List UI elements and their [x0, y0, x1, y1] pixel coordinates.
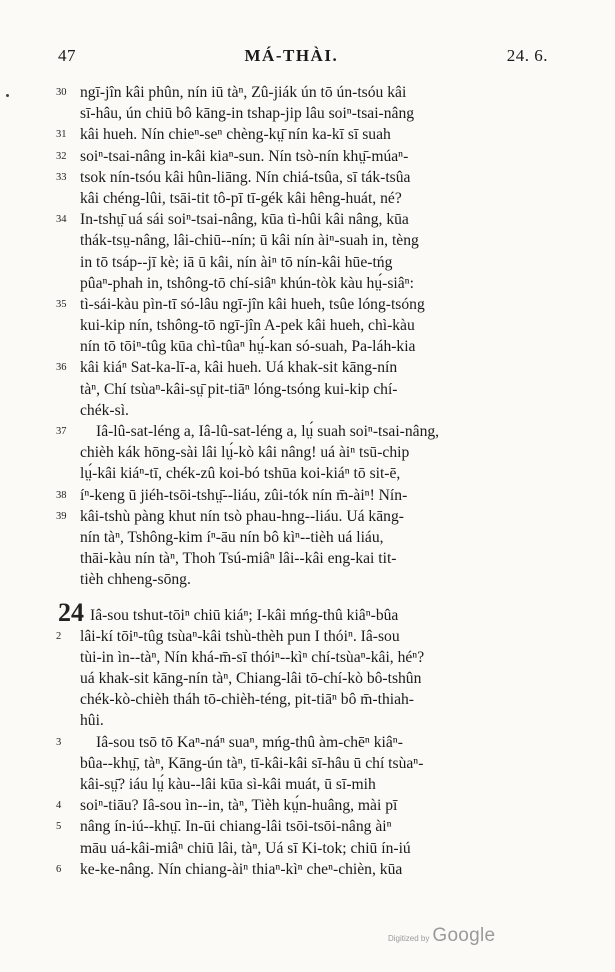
- line-text: nâng ín-iú--khṳ̄. In-ūi chiang-lâi tsōi-tsōi-nâng àiⁿ: [80, 818, 392, 836]
- line-text: uá khak-sit kāng-nín tàⁿ, Chiang-lâi tō-chí-kò bô-tshûn: [80, 670, 422, 688]
- text-line: [56, 527, 556, 548]
- text-line: [56, 668, 556, 689]
- line-text: nín tō tōiⁿ-tûg kūa chì-tûaⁿ hṳ́-kan só-suah, Pa-láh-kia: [80, 338, 416, 356]
- line-text: thāi-kàu nín tàⁿ, Thoh Tsú-miâⁿ lâi--kâi eng-kai tit-: [80, 550, 397, 568]
- text-line: [56, 336, 556, 357]
- verse-number: 36: [56, 362, 67, 374]
- line-text: Iâ-sou tsō tō Kaⁿ-náⁿ suaⁿ, mńg-thû àm-chēⁿ kiâⁿ-: [96, 733, 403, 751]
- text-line: [56, 816, 556, 837]
- line-text: kui-kip nín, tshông-tō ngī-jîn A-pek kâi hueh, chì-kàu: [80, 317, 415, 335]
- line-text: íⁿ-keng ū jiéh-tsōi-tshṳ̄--liáu, zûi-tók nín m̄-àiⁿ! Nín-: [80, 486, 408, 504]
- line-text: chék-kò-chièh tháh tō-chièh-téng, pit-tiāⁿ bô m̄-thiah-: [80, 691, 414, 709]
- line-text: lṳ́-kâi kiáⁿ-tī, chék-zû koi-bó tshūa koi-kiáⁿ tō sit-ē,: [80, 465, 401, 483]
- text-line: [56, 82, 556, 103]
- text-line: [56, 710, 556, 731]
- line-text: hûi.: [80, 712, 104, 730]
- line-text: tì-sái-kàu pìn-tī só-lâu ngī-jîn kâi hueh, tsûe lóng-tsóng: [80, 295, 425, 313]
- line-text: ngī-jîn kâi phûn, nín iū tàⁿ, Zû-jiák ún tō ún-tsóu kâi: [80, 84, 407, 101]
- text-line: [56, 400, 556, 421]
- line-text: sī-hâu, ún chiū bô kāng-in tshap-jip lâu soiⁿ-tsai-nâng: [80, 105, 415, 123]
- text-line: [56, 569, 556, 590]
- digitized-by-label: Digitized by: [388, 934, 430, 943]
- chapter-start-line: [56, 597, 556, 627]
- line-text: tùi-in ìn--tàⁿ, Nín khá-m̄-sī thóiⁿ--kìⁿ chí-tsùaⁿ-kâi, héⁿ?: [80, 648, 425, 666]
- verse-number: 32: [56, 150, 67, 162]
- text-line: [56, 103, 556, 124]
- text-line: [56, 273, 556, 294]
- line-text: bûa--khṳ̄, tàⁿ, Kāng-ún tàⁿ, tī-kâi-kâi sī-hâu ū chí tsùaⁿ-: [80, 754, 424, 772]
- text-line: [56, 485, 556, 506]
- verse-number: 3: [56, 736, 62, 748]
- google-brand-text: Google: [432, 925, 496, 946]
- verse-number: 33: [56, 171, 67, 183]
- text-line: [56, 209, 556, 230]
- scripture-text: [56, 82, 556, 880]
- line-text: tàⁿ, Chí tsùaⁿ-kâi-sṳ̄ pit-tiāⁿ lóng-tsóng kui-kip chí-: [80, 380, 398, 398]
- text-line: [56, 124, 556, 145]
- line-text: kâi hueh. Nín chieⁿ-seⁿ chèng-kṳ̄ nín ka-kī sī suah: [80, 126, 391, 144]
- page-number: 47: [58, 46, 76, 65]
- verse-number: 30: [56, 87, 67, 98]
- text-line: [56, 379, 556, 400]
- line-text: chièh kák hōng-sài lâi lṳ́-kò kâi nâng! uá àiⁿ tsū-chip: [80, 444, 410, 462]
- chapter-number: 24: [58, 597, 84, 627]
- line-text: tsok nín-tsóu kâi hûn-liāng. Nín chiá-tsûa, sī ták-tsûa: [80, 168, 411, 186]
- line-text: soiⁿ-tiāu? Iâ-sou ìn--in, tàⁿ, Tièh kṳ́n-huâng, mài pī: [80, 797, 398, 815]
- verse-number: 31: [56, 129, 67, 141]
- verse-number: 37: [56, 426, 67, 437]
- text-line: [56, 463, 556, 484]
- text-line: [56, 626, 556, 647]
- text-line: [56, 315, 556, 336]
- line-text: māu uá-kâi-miâⁿ chiū lâi, tàⁿ, Uá sī Ki-tok; chiū ín-iú: [80, 839, 411, 857]
- text-line: [56, 188, 556, 209]
- verse-number: 34: [56, 214, 67, 226]
- line-text: in tō tsáp--jī kè; iā ū kâi, nín àiⁿ tō nín-kâi hūe-tńg: [80, 253, 393, 271]
- text-line: [56, 294, 556, 315]
- text-line: [56, 230, 556, 251]
- text-line: [56, 732, 556, 753]
- digitization-watermark: [388, 925, 495, 947]
- line-text: kâi-tshù pàng khut nín tsò phau-hng--liáu. Uá kāng-: [80, 507, 404, 525]
- text-line: [56, 647, 556, 668]
- line-text: tièh chheng-sōng.: [80, 571, 191, 589]
- text-line: [56, 838, 556, 859]
- line-text: lâi-kí tōiⁿ-tûg tsùaⁿ-kâi tshù-thèh pun I thóiⁿ. Iâ-sou: [80, 627, 400, 645]
- verse-number: 5: [56, 821, 62, 833]
- text-line: [56, 357, 556, 378]
- chapter-verse-reference: 24. 6.: [506, 46, 548, 65]
- line-text: ke-ke-nâng. Nín chiang-àiⁿ thiaⁿ-kìⁿ cheⁿ-chièn, kūa: [80, 860, 403, 878]
- line-text: In-tshṳ̄ uá sái soiⁿ-tsai-nâng, kūa tì-hûi kâi nâng, kūa: [80, 211, 409, 229]
- line-text: soiⁿ-tsai-nâng in-kâi kiaⁿ-sun. Nín tsò-nín khṳ̄-múaⁿ-: [80, 147, 409, 165]
- text-line: [56, 753, 556, 774]
- text-line: [56, 506, 556, 527]
- line-text: kâi-sṳ̄? iáu lṳ́ kàu--lâi kūa sì-kâi muát, ū sī-mih: [80, 776, 376, 793]
- text-line: [56, 421, 556, 442]
- book-title: MÁ-THÀI.: [244, 46, 339, 65]
- line-text: thák-tsṳ-nâng, lâi-chiū--nín; ū kâi nín àiⁿ-suah in, tèng: [80, 232, 419, 250]
- line-text: pûaⁿ-phah in, tshông-tō chí-siâⁿ khún-tòk kàu hṳ́-siâⁿ:: [80, 274, 414, 292]
- verse-number: 38: [56, 489, 67, 501]
- text-line: [56, 774, 556, 795]
- page-header: [58, 46, 548, 66]
- line-text: Iâ-lû-sat-léng a, Iâ-lû-sat-léng a, lṳ́ suah soiⁿ-tsai-nâng,: [96, 423, 440, 440]
- text-line: [56, 167, 556, 188]
- section-gap: [56, 591, 556, 605]
- text-line: [56, 689, 556, 710]
- line-text: kâi kiáⁿ Sat-ka-lī-a, kâi hueh. Uá khak-sit kāng-nín: [80, 359, 398, 377]
- text-line: [56, 442, 556, 463]
- scan-speck: [6, 94, 9, 97]
- text-line: [56, 859, 556, 880]
- verse-number: 35: [56, 298, 67, 310]
- verse-number: 2: [56, 630, 62, 642]
- verse-number: 4: [56, 800, 62, 812]
- line-text: nín tàⁿ, Tshông-kim íⁿ-āu nín bô kìⁿ--tièh uá liáu,: [80, 528, 384, 546]
- text-line: [56, 252, 556, 273]
- text-line: [56, 795, 556, 816]
- line-text: Iâ-sou tshut-tōiⁿ chiū kiáⁿ; I-kâi mńg-thû kiâⁿ-bûa: [90, 606, 399, 624]
- text-line: [56, 146, 556, 167]
- verse-number: 6: [56, 863, 62, 875]
- text-line: [56, 548, 556, 569]
- line-text: kâi chéng-lûi, tsāi-tit tô-pī tī-gék kâi hêng-huát, né?: [80, 189, 402, 207]
- line-text: chék-sì.: [80, 401, 129, 419]
- verse-number: 39: [56, 510, 67, 522]
